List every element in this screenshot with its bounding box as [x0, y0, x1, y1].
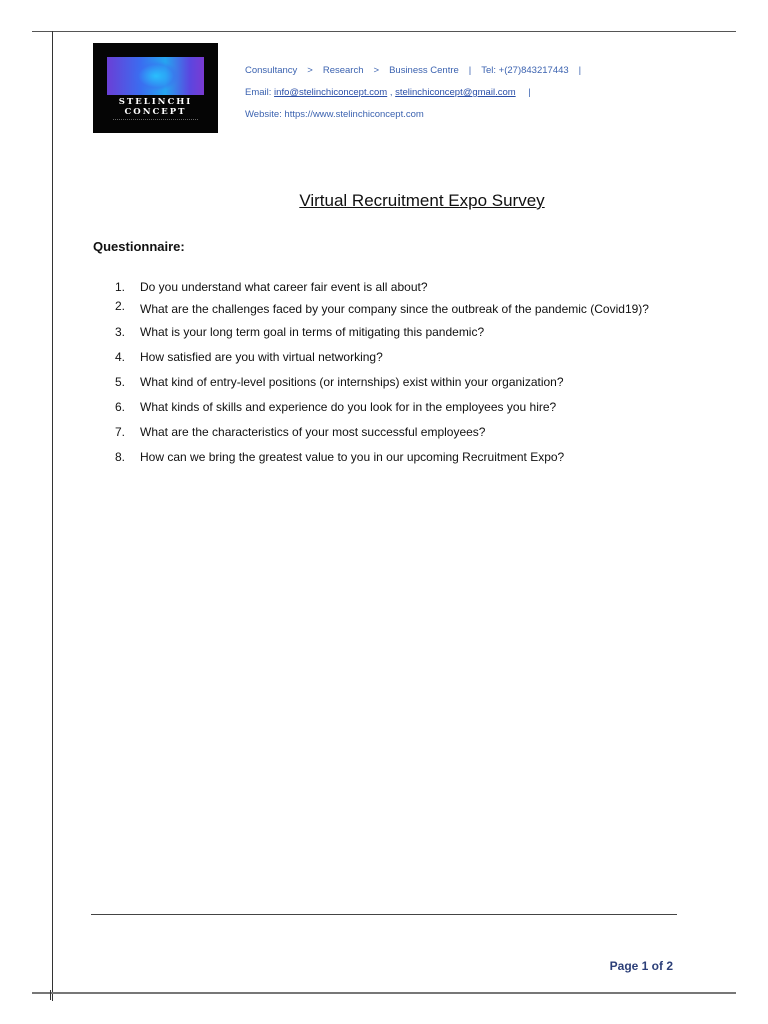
- list-item: [115, 278, 675, 296]
- question-number: 4.: [115, 350, 126, 364]
- telephone: Tel: +(27)843217443: [481, 65, 569, 76]
- pipe-separator: |: [578, 65, 582, 76]
- question-text: Do you understand what career fair event is all about?: [140, 280, 428, 294]
- question-text: What is your long term goal in terms of mitigating this pandemic?: [140, 325, 485, 339]
- service-separator: >: [373, 65, 380, 76]
- page-top-rule: [32, 31, 736, 32]
- email-link-gmail[interactable]: stelinchiconcept@gmail.com: [395, 87, 516, 98]
- question-number: 5.: [115, 375, 126, 389]
- list-item: [115, 423, 675, 441]
- logo-subtitle: CONCEPT: [124, 107, 187, 117]
- list-item: [115, 398, 675, 416]
- pipe-separator: |: [468, 65, 472, 76]
- email-label: Email:: [245, 87, 272, 98]
- logo-tagline: [113, 119, 198, 125]
- service-consultancy: Consultancy: [245, 65, 298, 76]
- list-item: [115, 297, 675, 321]
- page-number: Page 1 of 2: [609, 959, 673, 973]
- document-title: Virtual Recruitment Expo Survey: [299, 191, 545, 210]
- service-business-centre: Business Centre: [389, 65, 459, 76]
- question-number: 3.: [115, 325, 126, 339]
- question-number: 7.: [115, 425, 126, 439]
- question-text: What are the challenges faced by your company since the outbreak of the pandemic (Covid19)?: [140, 302, 649, 316]
- company-logo: [93, 43, 218, 133]
- section-heading: Questionnaire:: [93, 239, 185, 254]
- email-comma: ,: [389, 87, 393, 98]
- service-research: Research: [322, 65, 364, 76]
- question-text: What are the characteristics of your most successful employees?: [140, 425, 486, 439]
- page-bottom-rule: [32, 992, 736, 994]
- email-link-info[interactable]: info@stelinchiconcept.com: [274, 87, 388, 98]
- header-website-row: Website: https://www.stelinchiconcept.com: [245, 109, 424, 120]
- question-text: How can we bring the greatest value to you in our upcoming Recruitment Expo?: [140, 450, 565, 464]
- page-left-rule: [52, 31, 53, 1001]
- header-email-row: [245, 87, 541, 99]
- logo-graphic: [107, 57, 204, 95]
- list-item: [115, 448, 675, 466]
- service-separator: >: [307, 65, 313, 76]
- pipe-separator: |: [528, 87, 531, 98]
- page-corner-tick: [50, 990, 55, 1000]
- question-number: 6.: [115, 400, 126, 414]
- question-number: 2.: [115, 299, 126, 313]
- footer-rule: [91, 914, 677, 915]
- question-number: 1.: [115, 280, 126, 294]
- question-text: What kind of entry-level positions (or internships) exist within your organization?: [140, 375, 564, 389]
- question-text: What kinds of skills and experience do you look for in the employees you hire?: [140, 400, 557, 414]
- logo-name: STELINCHI: [118, 97, 193, 107]
- list-item: [115, 373, 675, 391]
- question-number: 8.: [115, 450, 126, 464]
- question-text: How satisfied are you with virtual networking?: [140, 350, 383, 364]
- list-item: [115, 348, 675, 366]
- list-item: [115, 323, 675, 341]
- header-services-row: [245, 65, 591, 77]
- question-list: [115, 278, 675, 466]
